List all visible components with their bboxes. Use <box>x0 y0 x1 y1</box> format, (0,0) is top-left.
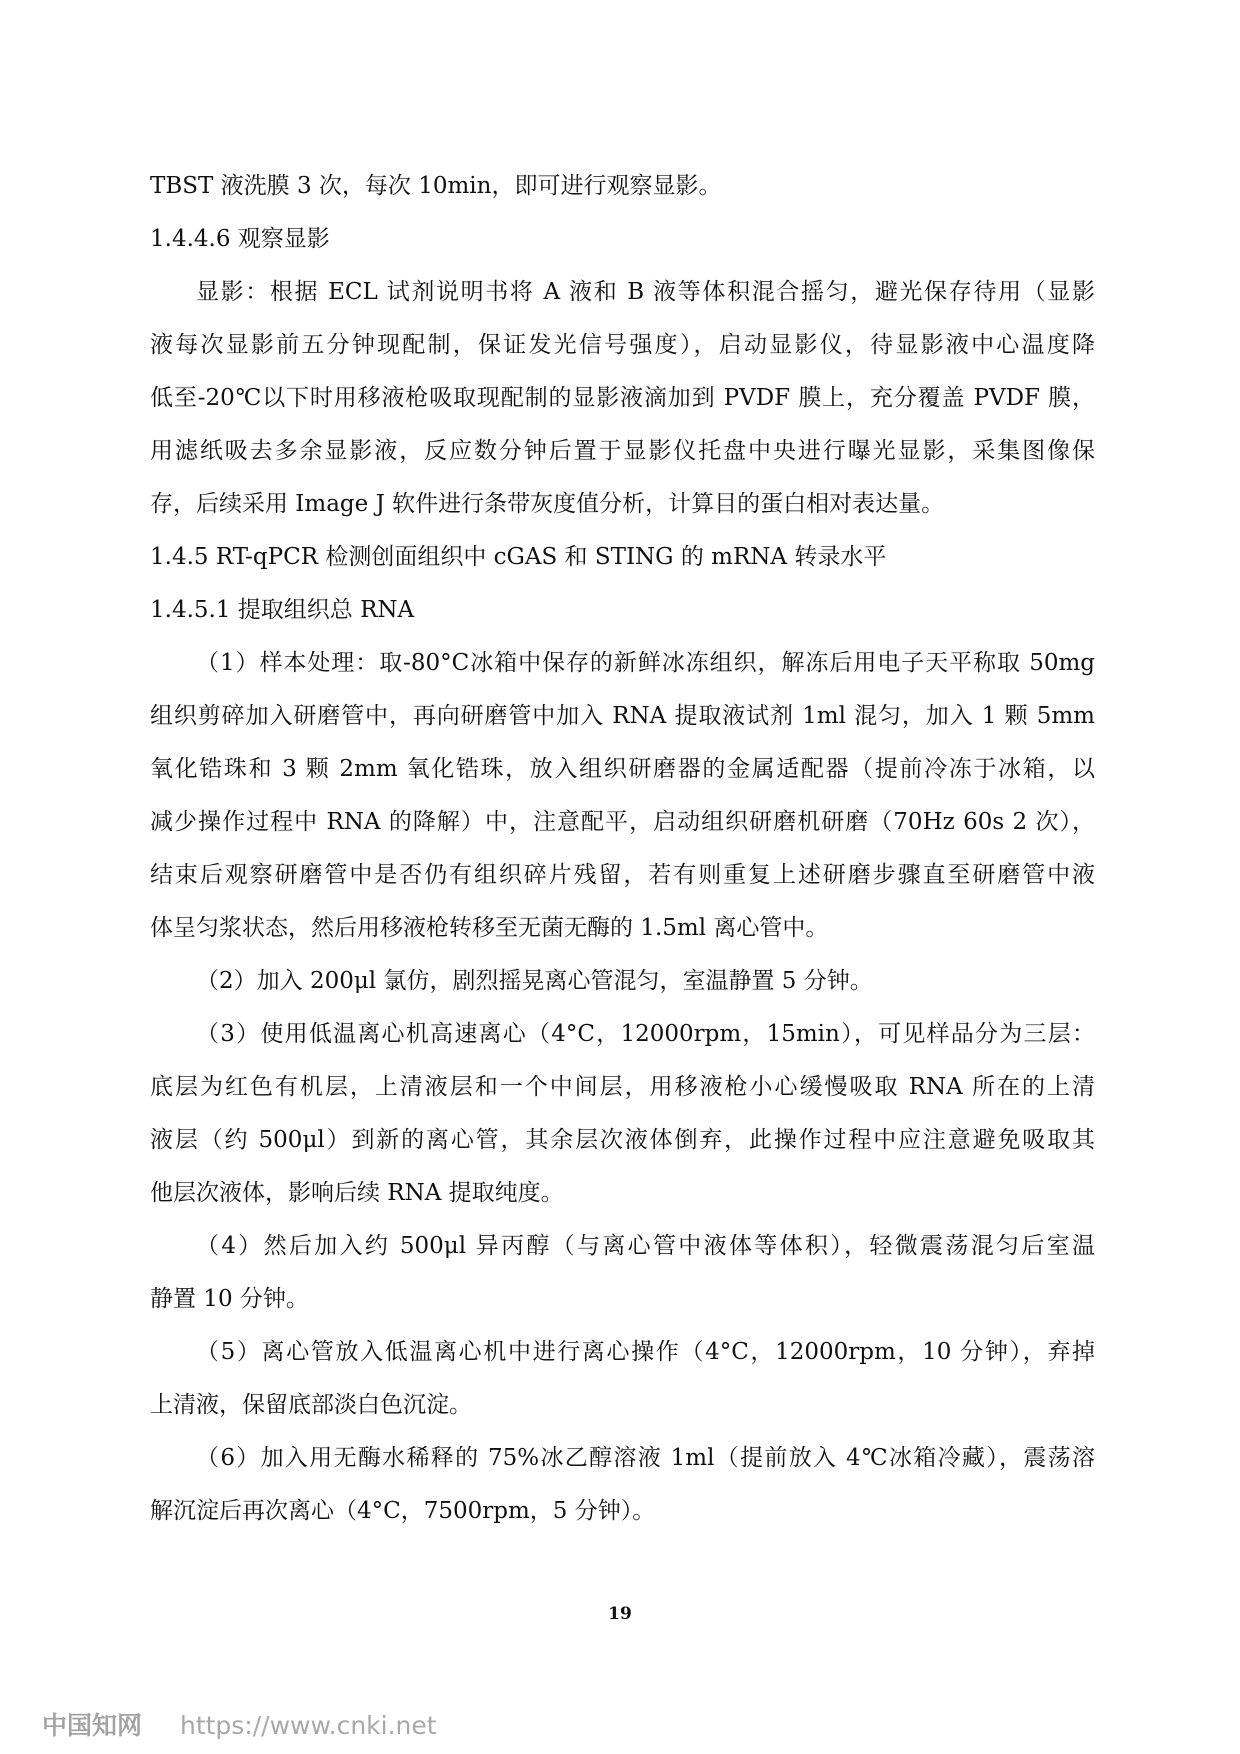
text-line: 他层次液体，影响后续 RNA 提取纯度。 <box>150 1180 564 1206</box>
text-line: 液每次显影前五分钟现配制，保证发光信号强度），启动显影仪，待显影液中心温度降 <box>150 332 1095 358</box>
text-line: 液层（约 500μl）到新的离心管，其余层次液体倒弃，此操作过程中应注意避免吸取其 <box>150 1127 1095 1153</box>
text-line: （5）离心管放入低温离心机中进行离心操作（4°C，12000rpm，10 分钟），弃掉 <box>196 1339 1095 1365</box>
text-line: 体呈匀浆状态，然后用移液枪转移至无菌无酶的 1.5ml 离心管中。 <box>150 915 829 941</box>
text-line: 低至-20℃以下时用移液枪吸取现配制的显影液滴加到 PVDF 膜上，充分覆盖 PVDF 膜， <box>150 385 1095 411</box>
text-line: 解沉淀后再次离心（4°C，7500rpm，5 分钟）。 <box>150 1498 656 1524</box>
page-number: 19 <box>608 1604 632 1624</box>
body-text <box>150 160 1095 1538</box>
cnki-watermark <box>42 1706 437 1742</box>
text-line: 底层为红色有机层，上清液层和一个中间层，用移液枪小心缓慢吸取 RNA 所在的上清 <box>150 1074 1095 1100</box>
text-line: （1）样本处理：取-80°C冰箱中保存的新鲜冰冻组织，解冻后用电子天平称取 50mg <box>196 650 1095 676</box>
text-line: （4）然后加入约 500μl 异丙醇（与离心管中液体等体积），轻微震荡混匀后室温 <box>196 1233 1095 1259</box>
text-line: 1.4.5.1 提取组织总 RNA <box>150 597 415 623</box>
text-line: 静置 10 分钟。 <box>150 1286 309 1312</box>
text-line: 组织剪碎加入研磨管中，再向研磨管中加入 RNA 提取液试剂 1ml 混匀，加入 1 颗 5mm <box>150 703 1095 729</box>
watermark-url[interactable]: https://www.cnki.net <box>179 1711 437 1740</box>
text-line: （3）使用低温离心机高速离心（4°C，12000rpm，15min），可见样品分为三层： <box>196 1021 1095 1047</box>
text-line: 1.4.5 RT-qPCR 检测创面组织中 cGAS 和 STING 的 mRNA 转录水平 <box>150 544 887 570</box>
text-line: 1.4.4.6 观察显影 <box>150 226 330 252</box>
text-line: 显影：根据 ECL 试剂说明书将 A 液和 B 液等体积混合摇匀，避光保存待用（显影 <box>196 279 1095 305</box>
watermark-brand: 中国知网 <box>42 1711 143 1740</box>
text-line: 存，后续采用 Image J 软件进行条带灰度值分析，计算目的蛋白相对表达量。 <box>150 491 945 517</box>
text-line: TBST 液洗膜 3 次，每次 10min，即可进行观察显影。 <box>150 173 722 199</box>
text-line: 氧化锆珠和 3 颗 2mm 氧化锆珠，放入组织研磨器的金属适配器（提前冷冻于冰箱，以 <box>150 756 1095 782</box>
text-line: 上清液，保留底部淡白色沉淀。 <box>150 1392 472 1418</box>
text-line: （6）加入用无酶水稀释的 75%冰乙醇溶液 1ml（提前放入 4℃冰箱冷藏），震荡溶 <box>196 1445 1095 1471</box>
text-line: 减少操作过程中 RNA 的降解）中，注意配平，启动组织研磨机研磨（70Hz 60s 2 次）， <box>150 809 1095 835</box>
text-line: 结束后观察研磨管中是否仍有组织碎片残留，若有则重复上述研磨步骤直至研磨管中液 <box>150 862 1095 888</box>
text-line: （2）加入 200μl 氯仿，剧烈摇晃离心管混匀，室温静置 5 分钟。 <box>196 968 873 994</box>
text-line: 用滤纸吸去多余显影液，反应数分钟后置于显影仪托盘中央进行曝光显影，采集图像保 <box>150 438 1095 464</box>
